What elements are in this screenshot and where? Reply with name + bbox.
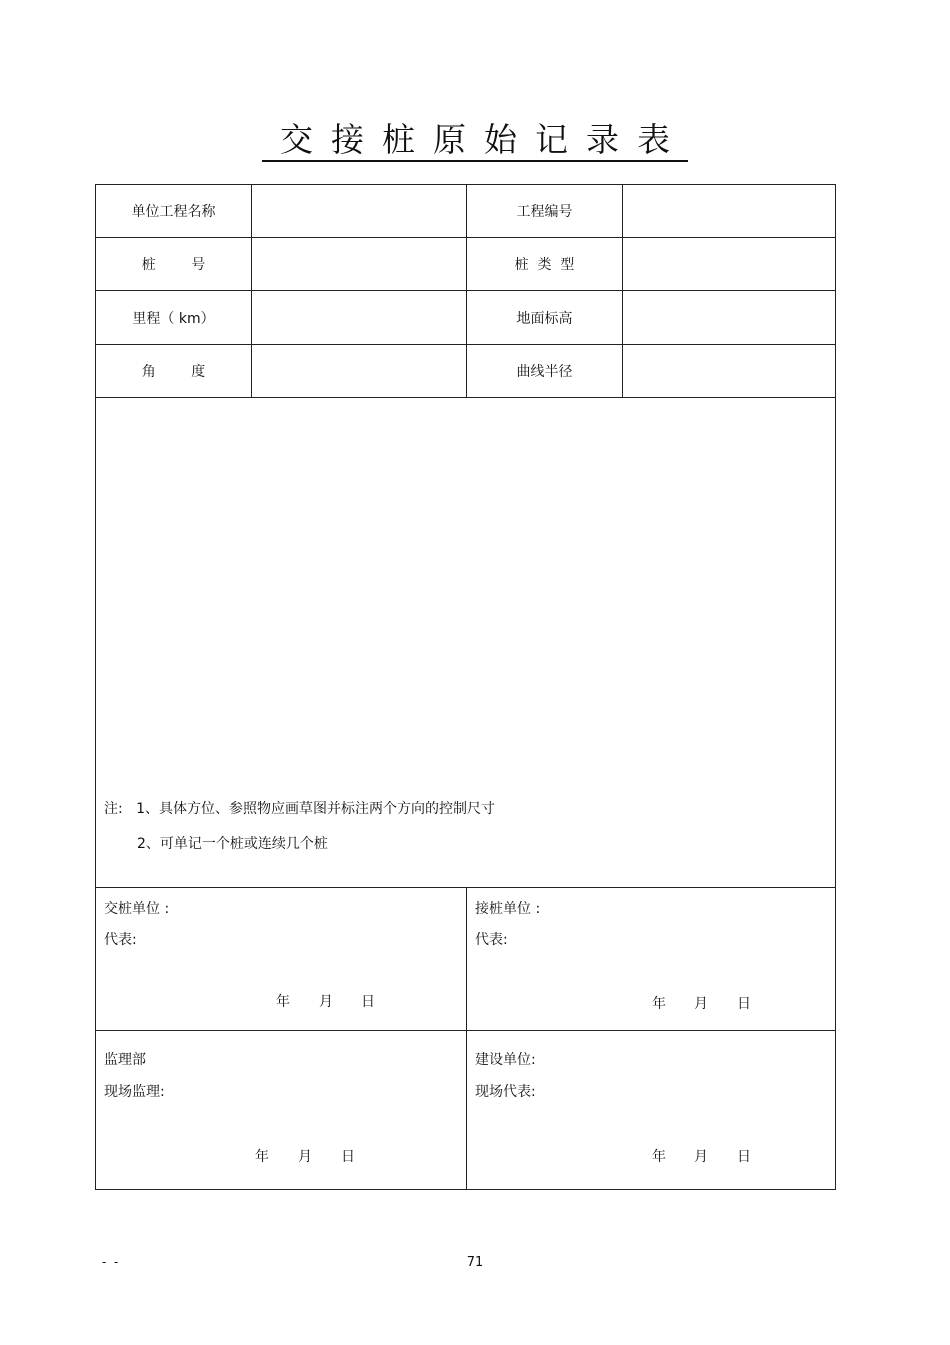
- date-month: 月: [319, 994, 333, 1010]
- stake-number-field[interactable]: [252, 238, 466, 290]
- record-form: [95, 184, 836, 1190]
- label-mileage: 里程（ km）: [132, 310, 215, 327]
- date-day: 日: [737, 1149, 751, 1165]
- handover-unit-label: 交桩单位 :: [104, 901, 170, 917]
- label-project-name: 单位工程名称: [131, 204, 216, 220]
- label-curve-radius: 曲线半径: [516, 364, 573, 380]
- stake-type-field[interactable]: [623, 238, 835, 290]
- label-stake-type: 桩 类 型: [514, 257, 575, 273]
- supervision-dept-label: 监理部: [104, 1052, 146, 1068]
- date-day: 日: [341, 1149, 355, 1165]
- project-name-field[interactable]: [252, 185, 466, 237]
- mileage-field[interactable]: [252, 291, 466, 344]
- date-month: 月: [694, 1149, 708, 1165]
- site-supervisor-label: 现场监理:: [104, 1084, 165, 1100]
- page-number: 71: [466, 1255, 484, 1270]
- form-title-text: 交接桩原始记录表: [262, 120, 688, 162]
- receiver-rep-label: 代表:: [475, 932, 508, 948]
- form-title: [0, 118, 950, 162]
- date-year: 年: [652, 1149, 666, 1165]
- date-year: 年: [652, 996, 666, 1012]
- site-rep-label: 现场代表:: [475, 1084, 536, 1100]
- date-month: 月: [298, 1149, 312, 1165]
- column-divider: [466, 887, 467, 1189]
- date-day: 日: [737, 996, 751, 1012]
- project-code-field[interactable]: [623, 185, 835, 237]
- label-angle: 角 度: [141, 364, 206, 380]
- date-month: 月: [694, 996, 708, 1012]
- curve-radius-field[interactable]: [623, 345, 835, 397]
- note-line-2: 2、可单记一个桩或连续几个桩: [137, 836, 328, 852]
- date-year: 年: [276, 994, 290, 1010]
- footer-marks: - -: [102, 1255, 119, 1269]
- label-stake-number: 桩 号: [141, 257, 206, 273]
- date-day: 日: [361, 994, 375, 1010]
- receiver-unit-label: 接桩单位 :: [475, 901, 541, 917]
- angle-field[interactable]: [252, 345, 466, 397]
- handover-rep-label: 代表:: [104, 932, 137, 948]
- label-ground-elevation: 地面标高: [516, 310, 573, 327]
- date-year: 年: [255, 1149, 269, 1165]
- ground-elevation-field[interactable]: [623, 291, 835, 344]
- label-project-code: 工程编号: [516, 204, 573, 220]
- sketch-area[interactable]: [96, 398, 835, 793]
- owner-unit-label: 建设单位:: [475, 1052, 536, 1068]
- note-line-1: 注: 1、具体方位、参照物应画草图并标注两个方向的控制尺寸: [104, 801, 495, 817]
